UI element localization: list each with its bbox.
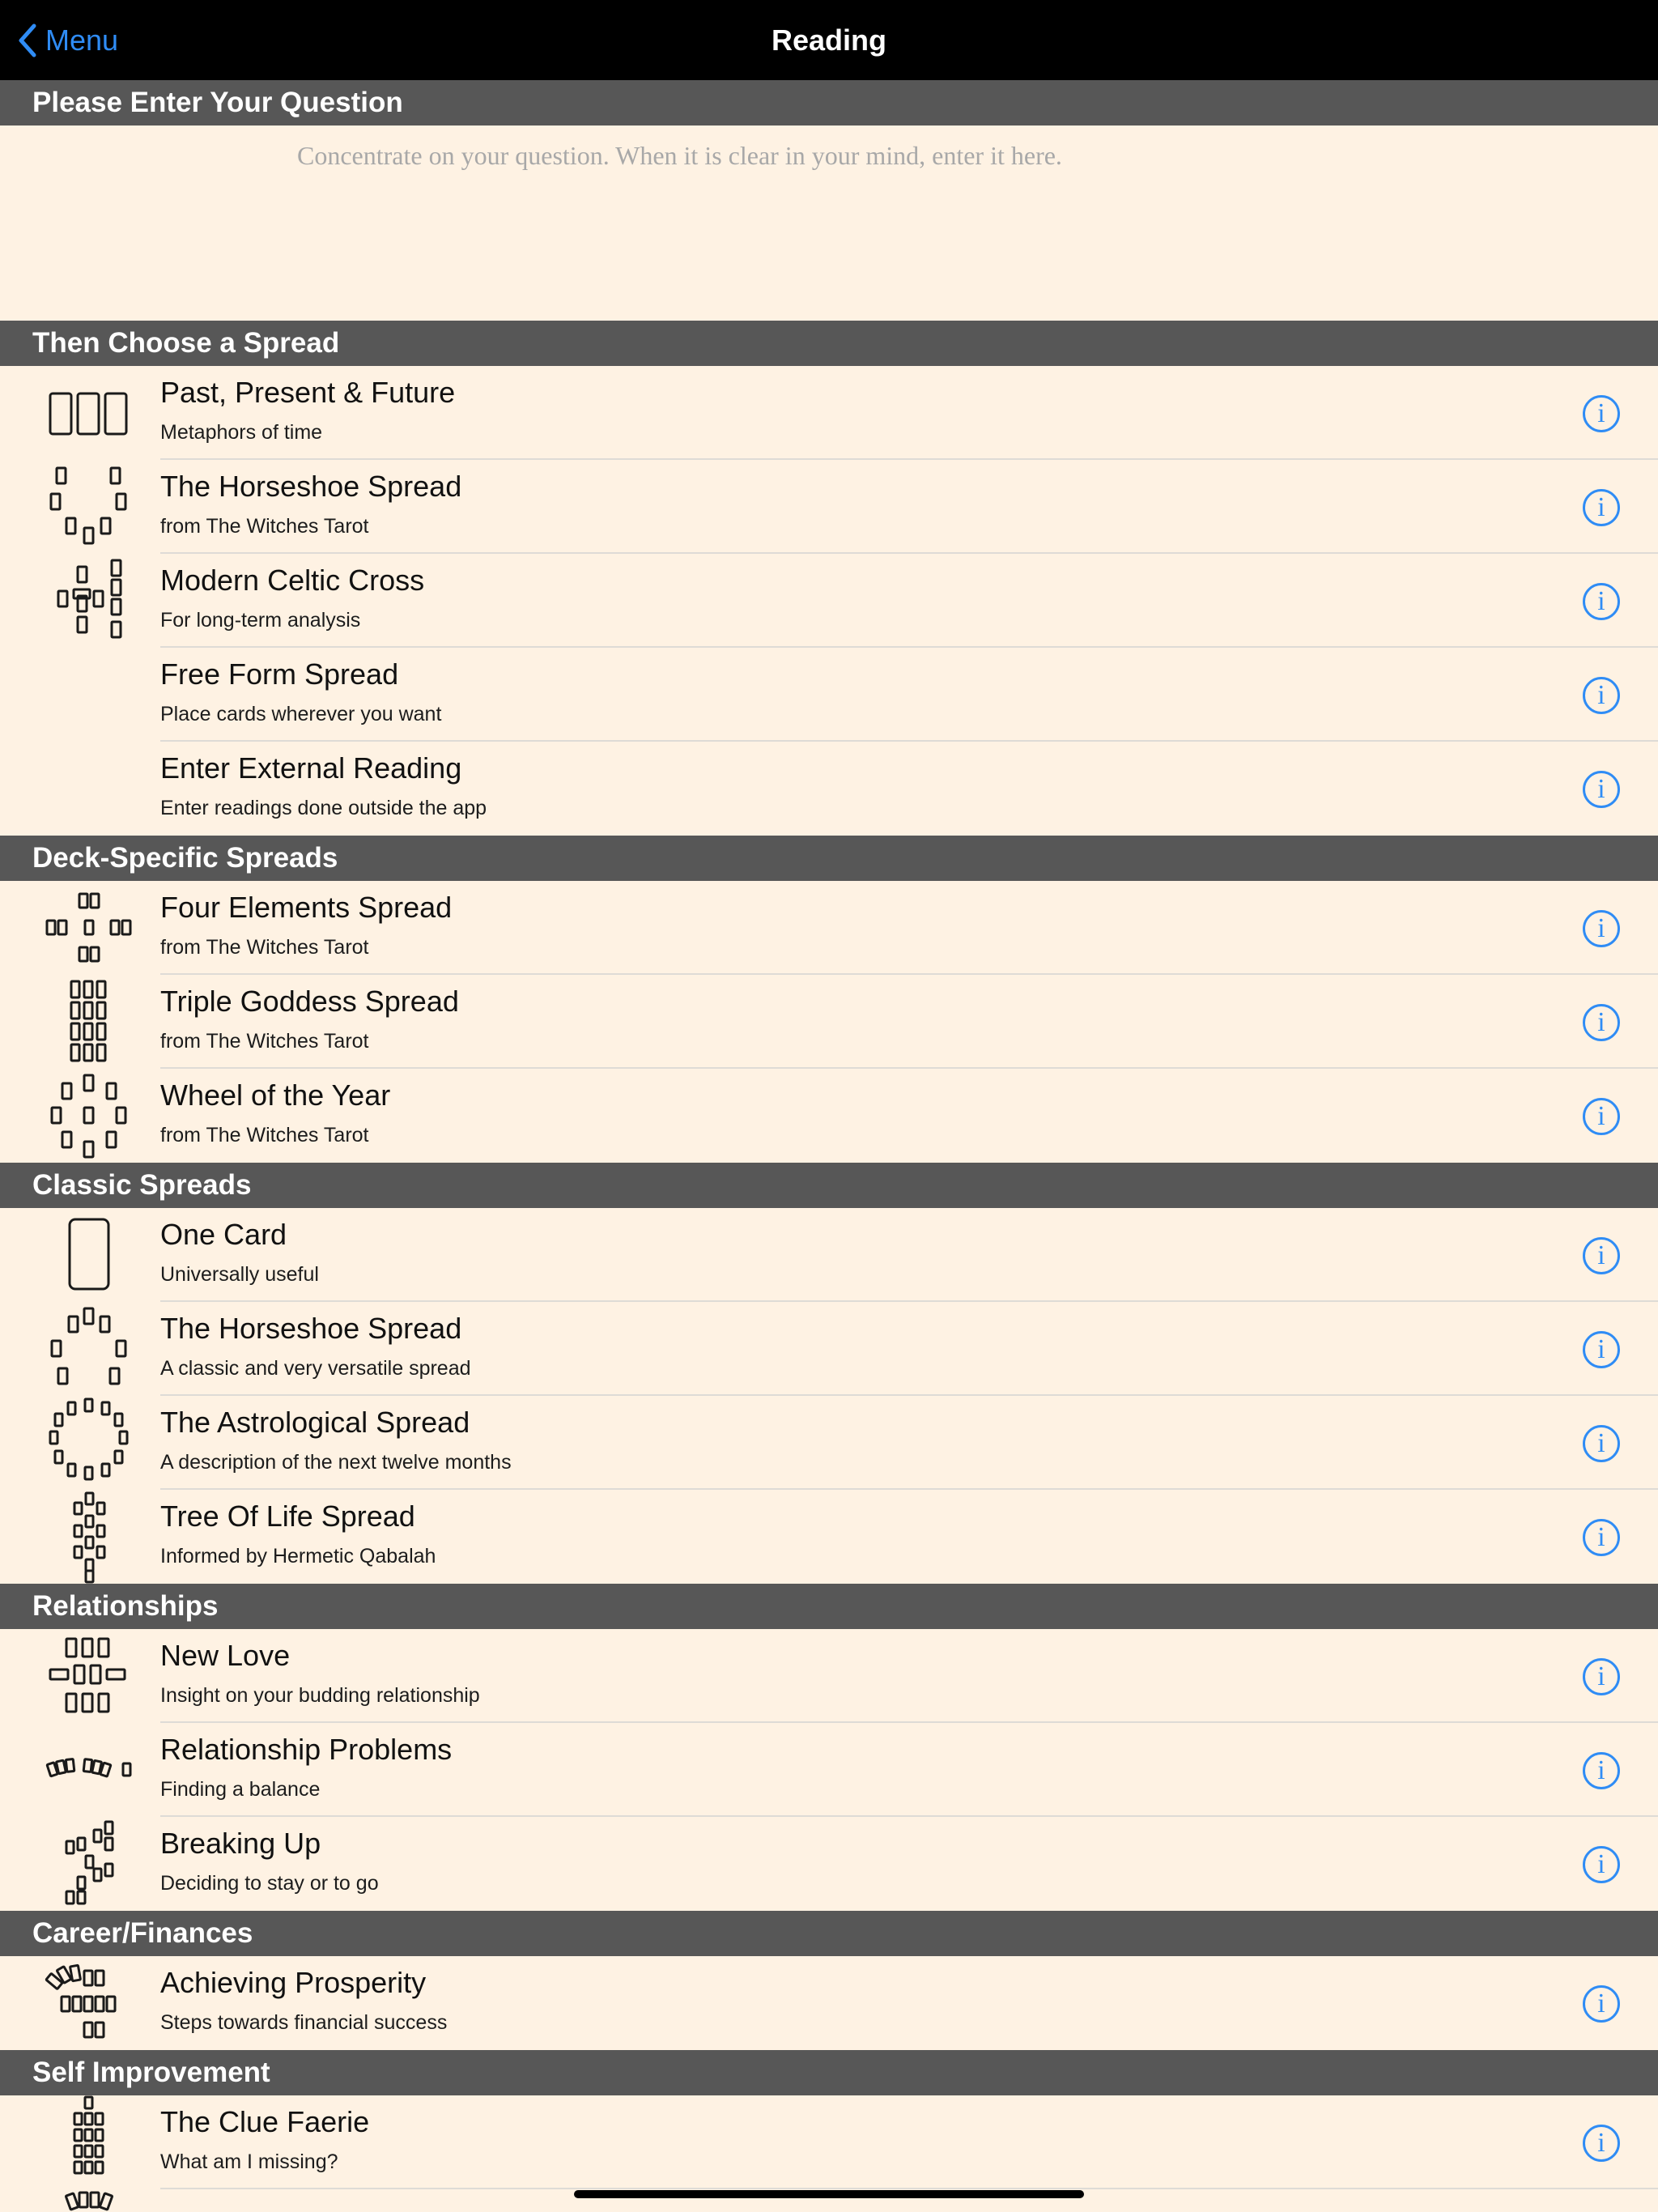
spread-subtitle: Deciding to stay or to go [160, 1872, 379, 1895]
info-icon[interactable]: i [1583, 1846, 1620, 1883]
spread-title: Relationship Problems [160, 1733, 453, 1766]
partial-spread-icon [32, 2189, 146, 2212]
spread-title: The Clue Faerie [160, 2105, 370, 2138]
spread-title: Triple Goddess Spread [160, 985, 459, 1018]
clue-faerie-spread-icon [32, 2095, 146, 2189]
spread-title: Past, Present & Future [160, 376, 456, 409]
spread-row-classic-horseshoe[interactable] [0, 1302, 1658, 1396]
info-icon[interactable]: i [1583, 1237, 1620, 1274]
info-icon[interactable]: i [1583, 1519, 1620, 1556]
question-area [0, 126, 1658, 321]
page-title: Reading [771, 23, 886, 57]
new-love-spread-icon [32, 1629, 146, 1723]
spread-title: The Horseshoe Spread [160, 470, 462, 503]
spread-title: Breaking Up [160, 1827, 321, 1860]
astrological-spread-icon [32, 1396, 146, 1490]
section-header-classic: Classic Spreads [0, 1163, 1658, 1208]
four-elements-spread-icon [32, 881, 146, 975]
spread-title: Wheel of the Year [160, 1078, 391, 1112]
spread-row-breaking-up[interactable] [0, 1817, 1658, 1911]
spread-row-modern-celtic-cross[interactable] [0, 554, 1658, 648]
spread-subtitle: from The Witches Tarot [160, 515, 369, 538]
spread-subtitle: A classic and very versatile spread [160, 1357, 471, 1380]
prosperity-spread-icon [32, 1956, 146, 2050]
spread-subtitle: Enter readings done outside the app [160, 797, 487, 819]
spread-row-relationship-problems[interactable] [0, 1723, 1658, 1817]
spread-row-wheel-of-year[interactable] [0, 1069, 1658, 1163]
navigation-bar [0, 0, 1658, 80]
spread-subtitle: For long-term analysis [160, 609, 361, 632]
breaking-up-spread-icon [32, 1817, 146, 1911]
info-icon[interactable]: i [1583, 1658, 1620, 1695]
spread-row-one-card[interactable] [0, 1208, 1658, 1302]
spread-subtitle: from The Witches Tarot [160, 1124, 369, 1146]
spread-subtitle: Insight on your budding relationship [160, 1684, 480, 1707]
spread-title: New Love [160, 1639, 291, 1672]
horseshoe-spread-icon [32, 460, 146, 554]
spread-row-clue-faerie[interactable] [0, 2095, 1658, 2189]
spread-title: The Horseshoe Spread [160, 1312, 462, 1345]
spread-title: One Card [160, 1218, 287, 1251]
spread-row-free-form[interactable] [0, 648, 1658, 742]
info-icon[interactable]: i [1583, 1098, 1620, 1135]
info-icon[interactable]: i [1583, 677, 1620, 714]
relationship-problems-spread-icon [32, 1723, 146, 1817]
wheel-of-year-spread-icon [32, 1069, 146, 1163]
spread-subtitle: Finding a balance [160, 1778, 321, 1801]
spread-row-four-elements[interactable] [0, 881, 1658, 975]
three-card-spread-icon [32, 366, 146, 460]
spread-title: Modern Celtic Cross [160, 564, 425, 597]
section-header-question: Please Enter Your Question [0, 80, 1658, 125]
spread-title: Four Elements Spread [160, 891, 453, 924]
spread-subtitle: What am I missing? [160, 2150, 338, 2173]
spread-subtitle: Place cards wherever you want [160, 703, 442, 725]
spread-title: Achieving Prosperity [160, 1966, 427, 1999]
spread-title: Tree Of Life Spread [160, 1499, 415, 1533]
section-header-choose-spread: Then Choose a Spread [0, 321, 1658, 366]
spread-row-new-love[interactable] [0, 1629, 1658, 1723]
info-icon[interactable]: i [1583, 2125, 1620, 2162]
info-icon[interactable]: i [1583, 771, 1620, 808]
spread-row-triple-goddess[interactable] [0, 975, 1658, 1069]
spread-subtitle: Steps towards financial success [160, 2011, 448, 2034]
spread-subtitle: from The Witches Tarot [160, 1030, 369, 1053]
section-header-relationships: Relationships [0, 1584, 1658, 1629]
triple-goddess-spread-icon [32, 975, 146, 1069]
question-input[interactable] [0, 126, 1658, 321]
section-header-deck-specific: Deck-Specific Spreads [0, 836, 1658, 881]
spread-row-external-reading[interactable] [0, 742, 1658, 836]
spread-subtitle: from The Witches Tarot [160, 936, 369, 959]
info-icon[interactable]: i [1583, 583, 1620, 620]
spread-subtitle: Metaphors of time [160, 421, 323, 444]
spread-row-tree-of-life[interactable] [0, 1490, 1658, 1584]
spread-title: Enter External Reading [160, 751, 462, 785]
spread-title: Free Form Spread [160, 657, 399, 691]
horseshoe-spread-icon [32, 1302, 146, 1396]
info-icon[interactable]: i [1583, 1331, 1620, 1368]
back-button-label: Menu [45, 23, 119, 57]
info-icon[interactable]: i [1583, 1004, 1620, 1041]
info-icon[interactable]: i [1583, 395, 1620, 432]
info-icon[interactable]: i [1583, 910, 1620, 947]
spread-subtitle: A description of the next twelve months [160, 1451, 512, 1474]
tree-of-life-spread-icon [32, 1490, 146, 1584]
info-icon[interactable]: i [1583, 489, 1620, 526]
spread-subtitle: Informed by Hermetic Qabalah [160, 1545, 436, 1568]
spread-row-astrological[interactable] [0, 1396, 1658, 1490]
section-header-self-improvement: Self Improvement [0, 2050, 1658, 2095]
spread-row-past-present-future[interactable] [0, 366, 1658, 460]
spread-title: The Astrological Spread [160, 1406, 470, 1439]
info-icon[interactable]: i [1583, 1752, 1620, 1789]
spread-row-achieving-prosperity[interactable] [0, 1956, 1658, 2050]
info-icon[interactable]: i [1583, 1425, 1620, 1462]
spread-subtitle: Universally useful [160, 1263, 319, 1286]
home-indicator[interactable] [574, 2190, 1084, 2198]
info-icon[interactable]: i [1583, 1985, 1620, 2023]
one-card-icon [32, 1208, 146, 1302]
section-header-career-finances: Career/Finances [0, 1911, 1658, 1956]
celtic-cross-spread-icon [32, 554, 146, 648]
spread-row-witches-horseshoe[interactable] [0, 460, 1658, 554]
